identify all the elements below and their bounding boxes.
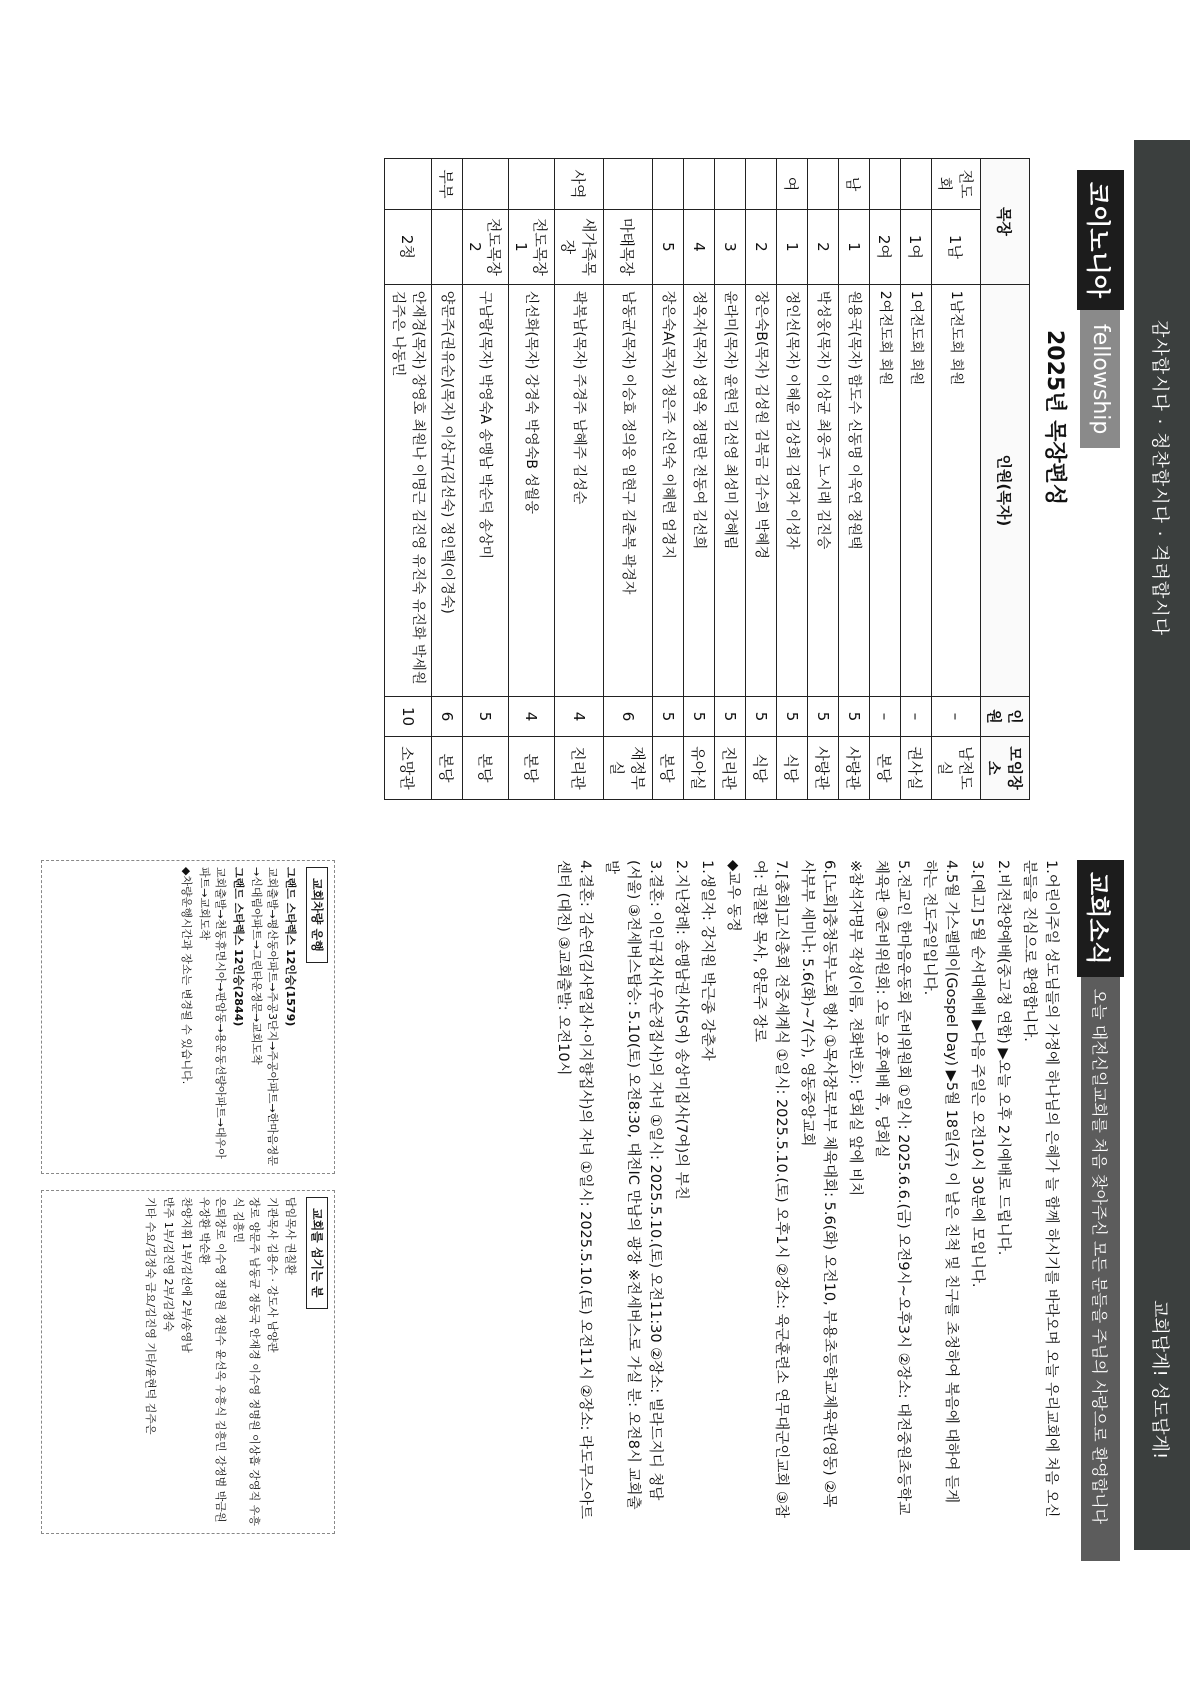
cell-count: 6	[432, 696, 463, 736]
cell-count: 5	[777, 696, 808, 736]
cell-names: 윤라미(목자) 윤현덕 김선영 최성미 강혜림	[715, 284, 746, 696]
table-row	[808, 159, 839, 800]
header-bar	[1134, 140, 1190, 1550]
news-item: 2.비전찬양예배(중고청 연합) ▶오늘 오후 2시예배로 드립니다.	[995, 860, 1011, 1256]
fellowship-tag: 코이노니아	[1077, 170, 1124, 310]
table-row	[901, 159, 932, 800]
cell-group	[746, 159, 777, 210]
cell-no: 마태목장	[604, 210, 653, 285]
table-row	[746, 159, 777, 800]
cell-count: 6	[604, 696, 653, 736]
cell-count: 5	[653, 696, 684, 736]
cell-group	[604, 159, 653, 210]
cell-place: 권사실	[901, 737, 932, 800]
cell-group	[509, 159, 555, 210]
cell-group	[808, 159, 839, 210]
news-item: 7.[총회]고신총회 전중세계식 ①일시: 2025.5.10.(토) 오후1시 ②장소: 육군훈련소 연무대군인교회 ③참여: 권칠환 목사, 양문주 장로	[751, 860, 789, 1518]
cell-place: 본당	[463, 737, 509, 800]
table-row	[509, 159, 555, 800]
cell-place: 사랑관	[839, 737, 870, 800]
fellowship-heading	[1077, 170, 1124, 448]
fellowship-sub: fellowship	[1081, 310, 1121, 448]
table-row	[653, 159, 684, 800]
cell-names: 구남랑(목자) 박영숙A 송맹남 박순덕 송상미	[463, 284, 509, 696]
cell-group: 부부	[432, 159, 463, 210]
news-heading	[1077, 860, 1124, 1561]
fellowship-table	[384, 158, 1030, 800]
cell-count: –	[901, 696, 932, 736]
cell-no: 새가족목장	[555, 210, 604, 285]
table-row	[463, 159, 509, 800]
news-item: 3.[예고] 5월 순서대예배 ▶다음 주일은 오전10시 30분에 모입니다.	[969, 860, 985, 1288]
news-item: 1.생일자: 강지원 박근종 강춘자	[699, 860, 715, 1061]
cell-count: 10	[385, 696, 432, 736]
cell-group	[870, 159, 901, 210]
vehicle-note: ◆차량운행시간과 장소는 변경될 수 있습니다.	[180, 867, 193, 1085]
table-row	[870, 159, 901, 800]
cell-no: 5	[653, 210, 684, 285]
header-motto: 감사합시다 · 청찬합시다 · 격려합시다	[1149, 320, 1170, 637]
table-row	[432, 159, 463, 800]
news-tag: 교회소식	[1077, 860, 1124, 977]
cell-names: 신선화(목자) 강경숙 박영숙B 성월웅	[509, 284, 555, 696]
cell-count: 5	[808, 696, 839, 736]
vehicle-route1-path: 교회출발→평산동아파트→주공3단지→주공아파트→한마음정문→신대림아파트→그린타운정문→교회도착	[250, 867, 279, 1166]
cell-place: 소망관	[385, 737, 432, 800]
news-item: ◆교우 동정	[725, 860, 741, 932]
table-row	[385, 159, 432, 800]
news-item: ※참석자명부 작성(이름, 전화번호): 당회실 앞에 비치	[847, 860, 863, 1197]
cell-count: –	[870, 696, 901, 736]
staff-ministry: 찬양지휘 1부/김선애 2부/송영남	[180, 1197, 193, 1353]
col-header-names: 인원(목자)	[981, 284, 1030, 696]
table-header-row	[981, 159, 1030, 800]
vehicle-title: 교회차량 운행	[306, 867, 328, 963]
cell-place: 본당	[509, 737, 555, 800]
fellowship-title: 2025년 목장편성	[1042, 330, 1067, 506]
vehicle-box	[41, 860, 335, 1174]
staff-title: 교회를 섬기는 분	[306, 1197, 328, 1309]
cell-no: 전도목장 2	[463, 210, 509, 285]
table-row	[555, 159, 604, 800]
staff-organ: 반주 1부/김진영 2부/김정숙	[162, 1197, 175, 1332]
cell-no: 2청	[385, 210, 432, 285]
staff-associate: 기관목사 김용수 · 강도사 남양관	[266, 1197, 279, 1353]
staff-pastor: 담임목사 권칠환	[284, 1197, 297, 1275]
staff-elders: 장로 양문주 남동균 정동국 안재경 이수영 정명원 이상흡 강영직 우흥식 김흥민	[232, 1197, 261, 1526]
staff-etc: 기타 수요/김정숙 금요/김진영 기타/윤현덕 김주은	[144, 1197, 157, 1435]
cell-group: 여	[777, 159, 808, 210]
news-item: 6.[노회]충청동부노회 행사 ①목사장로부부 체육대회: 5.6(화) 오전10, 부용초등학교체육관(영동) ②목사부부 세미나: 5.6(화)~7(수), 영동중앙교회	[799, 860, 837, 1508]
col-header-count: 인원	[981, 696, 1030, 736]
cell-group	[901, 159, 932, 210]
cell-group	[715, 159, 746, 210]
col-header-place: 모임장소	[981, 737, 1030, 800]
cell-group	[463, 159, 509, 210]
cell-no: 2	[808, 210, 839, 285]
cell-no: 1여	[901, 210, 932, 285]
cell-place: 본당	[653, 737, 684, 800]
cell-names: 1남전도회 회원	[932, 284, 981, 696]
news-item: 4.5월 가스펠데이(Gospel Day) ▶5월 18일(주) 이 날은 친척 및 친구를 초청하여 복음에 대하여 듣게 하는 전도주일입니다.	[921, 860, 959, 1504]
cell-names: 장은숙B(목자) 김성원 김복금 김수희 박혜경	[746, 284, 777, 696]
cell-count: 5	[684, 696, 715, 736]
cell-place: 본당	[432, 737, 463, 800]
cell-no: 전도목장 1	[509, 210, 555, 285]
news-list	[548, 860, 1062, 1520]
cell-place: 본당	[870, 737, 901, 800]
cell-count: 5	[746, 696, 777, 736]
cell-names: 정인선(목자) 이혜윤 김상희 김영자 이성자	[777, 284, 808, 696]
cell-count: 5	[463, 696, 509, 736]
cell-names: 정옥자(목자) 성영옥 정명란 전동여 김선희	[684, 284, 715, 696]
news-item: 5.전교인 한마음운동회 준비위원회 ①일시: 2025.6.6.(금) 오전9시~오후3시 ②장소: 대전중원초등학교 체육관 ③준비위원회: 오늘 오후예배 후, 당회실	[873, 860, 911, 1516]
cell-place: 남전도실	[932, 737, 981, 800]
table-row	[839, 159, 870, 800]
news-item: 2.지난장례: 송맹남권사(5여) 송상미집사(7여)의 부친	[673, 860, 689, 1200]
vehicle-route2-path: 교회출발→천동휴먼시아→판암동→용운동선량아파트→대우아파트→교회도착	[198, 867, 227, 1159]
cell-names: 안재경(목자) 장영호 최원나 이명근 김진영 유진숙 유진화 박세원 김주은 나동민	[385, 284, 432, 696]
staff-retired: 은퇴장로 이수영 정명원 정원수 윤선옥 우흥식 김흥민 강정범 박금원 우장환 박순환	[198, 1197, 227, 1523]
table-row	[604, 159, 653, 800]
cell-no: 1	[839, 210, 870, 285]
cell-names: 박성웅(목자) 이상균 최웅주 노시래 김진승	[808, 284, 839, 696]
cell-names: 원용국(목자) 함도수 신동명 이욱연 정원택	[839, 284, 870, 696]
cell-names: 곽복남(목자) 주경주 남혜주 김성순	[555, 284, 604, 696]
cell-place: 사랑관	[808, 737, 839, 800]
cell-names: 남동균(목자) 이승효 정의웅 임현구 김춘복 곽경자	[604, 284, 653, 696]
cell-place: 식당	[746, 737, 777, 800]
cell-no: 2	[746, 210, 777, 285]
cell-count: 5	[839, 696, 870, 736]
col-header-group: 목장	[981, 159, 1030, 285]
info-boxes	[35, 860, 335, 1540]
cell-group: 전도회	[932, 159, 981, 210]
vehicle-route1: 그랜드 스타렉스 12인승(1579)	[284, 867, 297, 1027]
cell-names: 장은숙A(목자) 정은주 신언숙 이혜련 엄경지	[653, 284, 684, 696]
cell-no: 1남	[932, 210, 981, 285]
vehicle-route2: 그랜드 스타렉스 12인승(2844)	[232, 867, 245, 1027]
cell-no: 2여	[870, 210, 901, 285]
cell-group	[684, 159, 715, 210]
news-item: 3.결혼: 이인규집사(우순정집사)의 자녀 ①일시: 2025.5.10.(토) 오전11:30 ②장소: 빌라드지디 청담(서울) ③전세버스탑승: 5.10(토) 오전8:30, 대전IC 만남의 광장 ※전세버스로 가실 분: 오전8시 교회출발	[603, 860, 663, 1510]
cell-no: 3	[715, 210, 746, 285]
cell-count: –	[932, 696, 981, 736]
cell-place: 식당	[777, 737, 808, 800]
cell-group: 사역	[555, 159, 604, 210]
table-row	[684, 159, 715, 800]
fellowship-table-body	[385, 159, 981, 800]
cell-names: 1여전도회 회원	[901, 284, 932, 696]
cell-no: 1	[777, 210, 808, 285]
cell-no: 4	[684, 210, 715, 285]
cell-names: 양문주(권유순)(목자) 이상규(김선숙) 정인택(이경숙)	[432, 284, 463, 696]
news-item: 1.어린이주일 성도님들의 가정에 하나님의 은혜가 늘 함께 하시기를 바라오며 오늘 우리교회에 처음 오신 분들을 진심으로 환영합니다.	[1021, 860, 1059, 1518]
cell-count: 5	[715, 696, 746, 736]
cell-place: 재정부실	[604, 737, 653, 800]
cell-group	[385, 159, 432, 210]
cell-count: 4	[509, 696, 555, 736]
cell-place: 유아실	[684, 737, 715, 800]
cell-names: 2여전도회 회원	[870, 284, 901, 696]
news-sub: 오늘 대전신일교회를 처음 찾아주신 모든 분들을 주님의 사랑으로 환영합니다	[1081, 977, 1120, 1561]
cell-no	[432, 210, 463, 285]
cell-group: 남	[839, 159, 870, 210]
cell-place: 진리관	[715, 737, 746, 800]
staff-box	[41, 1190, 335, 1534]
table-row	[715, 159, 746, 800]
cell-place: 진리관	[555, 737, 604, 800]
news-item: 4.결혼: 김순연(김사열집사·이지향집사)의 자녀 ①일시: 2025.5.10.(토) 오전11시 ②장소: 라도무스아트센터 (대전) ③교회출발: 오전10시	[555, 860, 593, 1520]
table-row	[777, 159, 808, 800]
cell-count: 4	[555, 696, 604, 736]
cell-group	[653, 159, 684, 210]
table-row	[932, 159, 981, 800]
header-greeting: 교회답게! 성도답게!	[1149, 1300, 1170, 1460]
